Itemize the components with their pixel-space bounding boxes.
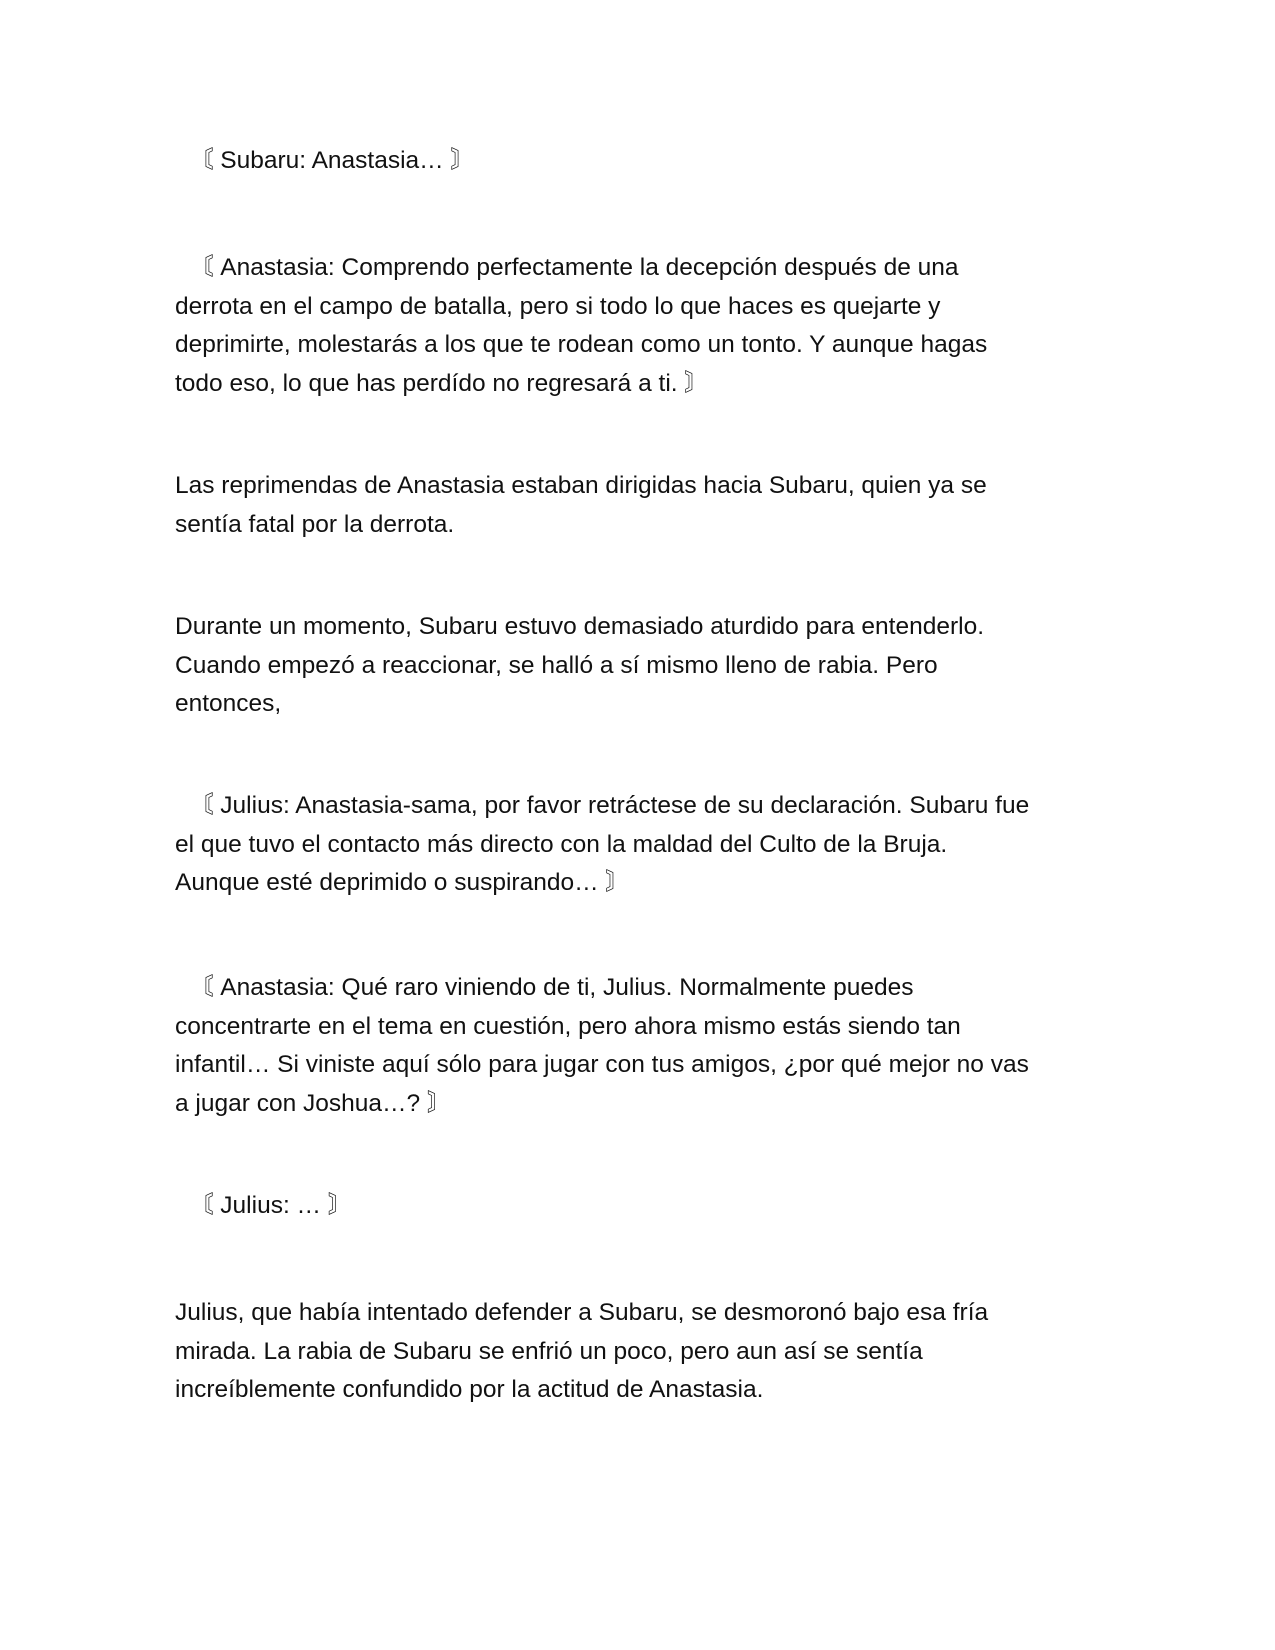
text-line: mirada. La rabia de Subaru se enfrió un poco, pero aun así se sentía: [175, 1337, 923, 1365]
paragraph-julius-silencio: [175, 1187, 1105, 1226]
text-line: increíblemente confundido por la actitud de Anastasia.: [175, 1376, 764, 1403]
text-line: concentrarte en el tema en cuestión, pero ahora mismo estás siendo tan: [175, 1012, 961, 1040]
text-line: Durante un momento, Subaru estuvo demasiado aturdido para entenderlo.: [175, 613, 985, 640]
paragraph-anastasia-decepcion: [175, 249, 1105, 403]
text-line: sentía fatal por la derrota.: [175, 510, 455, 538]
text-line: 〘 Julius: Anastasia-sama, por favor retráctese de su declaración. Subaru fue: [189, 792, 1030, 819]
text-line: deprimirte, molestarás a los que te rodean como un tonto. Y aunque hagas: [175, 331, 988, 358]
text-line: Aunque esté deprimido o suspirando… 〙: [175, 869, 630, 896]
text-line: Las reprimendas de Anastasia estaban dirigidas hacia Subaru, quien ya se: [175, 472, 987, 499]
paragraph-anastasia-julius: [175, 969, 1105, 1123]
text-line: Cuando empezó a reaccionar, se halló a sí mismo lleno de rabia. Pero: [175, 651, 938, 679]
text-line: derrota en el campo de batalla, pero si todo lo que haces es quejarte y: [175, 292, 941, 320]
paragraph-aturdido: [175, 608, 1105, 724]
paragraph-subaru-anastasia: [175, 142, 1105, 181]
text-line: todo eso, lo que has perdído no regresará a ti. 〙: [175, 369, 709, 397]
paragraph-reprimendas: [175, 467, 1105, 544]
text-line: a jugar con Joshua…? 〙: [175, 1089, 452, 1117]
text-line: 〘 Anastasia: Qué raro viniendo de ti, Julius. Normalmente puedes: [189, 974, 914, 1001]
paragraph-julius-desmorono: [175, 1294, 1105, 1410]
text-line: 〘 Julius: … 〙: [189, 1192, 353, 1219]
text-line: 〘 Anastasia: Comprendo perfectamente la decepción después de una: [189, 254, 959, 281]
text-line: entonces,: [175, 690, 282, 717]
text-line: 〘 Subaru: Anastasia… 〙: [189, 147, 475, 174]
text-line: el que tuvo el contacto más directo con la maldad del Culto de la Bruja.: [175, 830, 948, 858]
text-line: infantil… Si viniste aquí sólo para jugar con tus amigos, ¿por qué mejor no vas: [175, 1051, 1029, 1078]
paragraph-julius-retractese: [175, 787, 1105, 903]
text-line: Julius, que había intentado defender a Subaru, se desmoronó bajo esa fría: [175, 1299, 989, 1326]
